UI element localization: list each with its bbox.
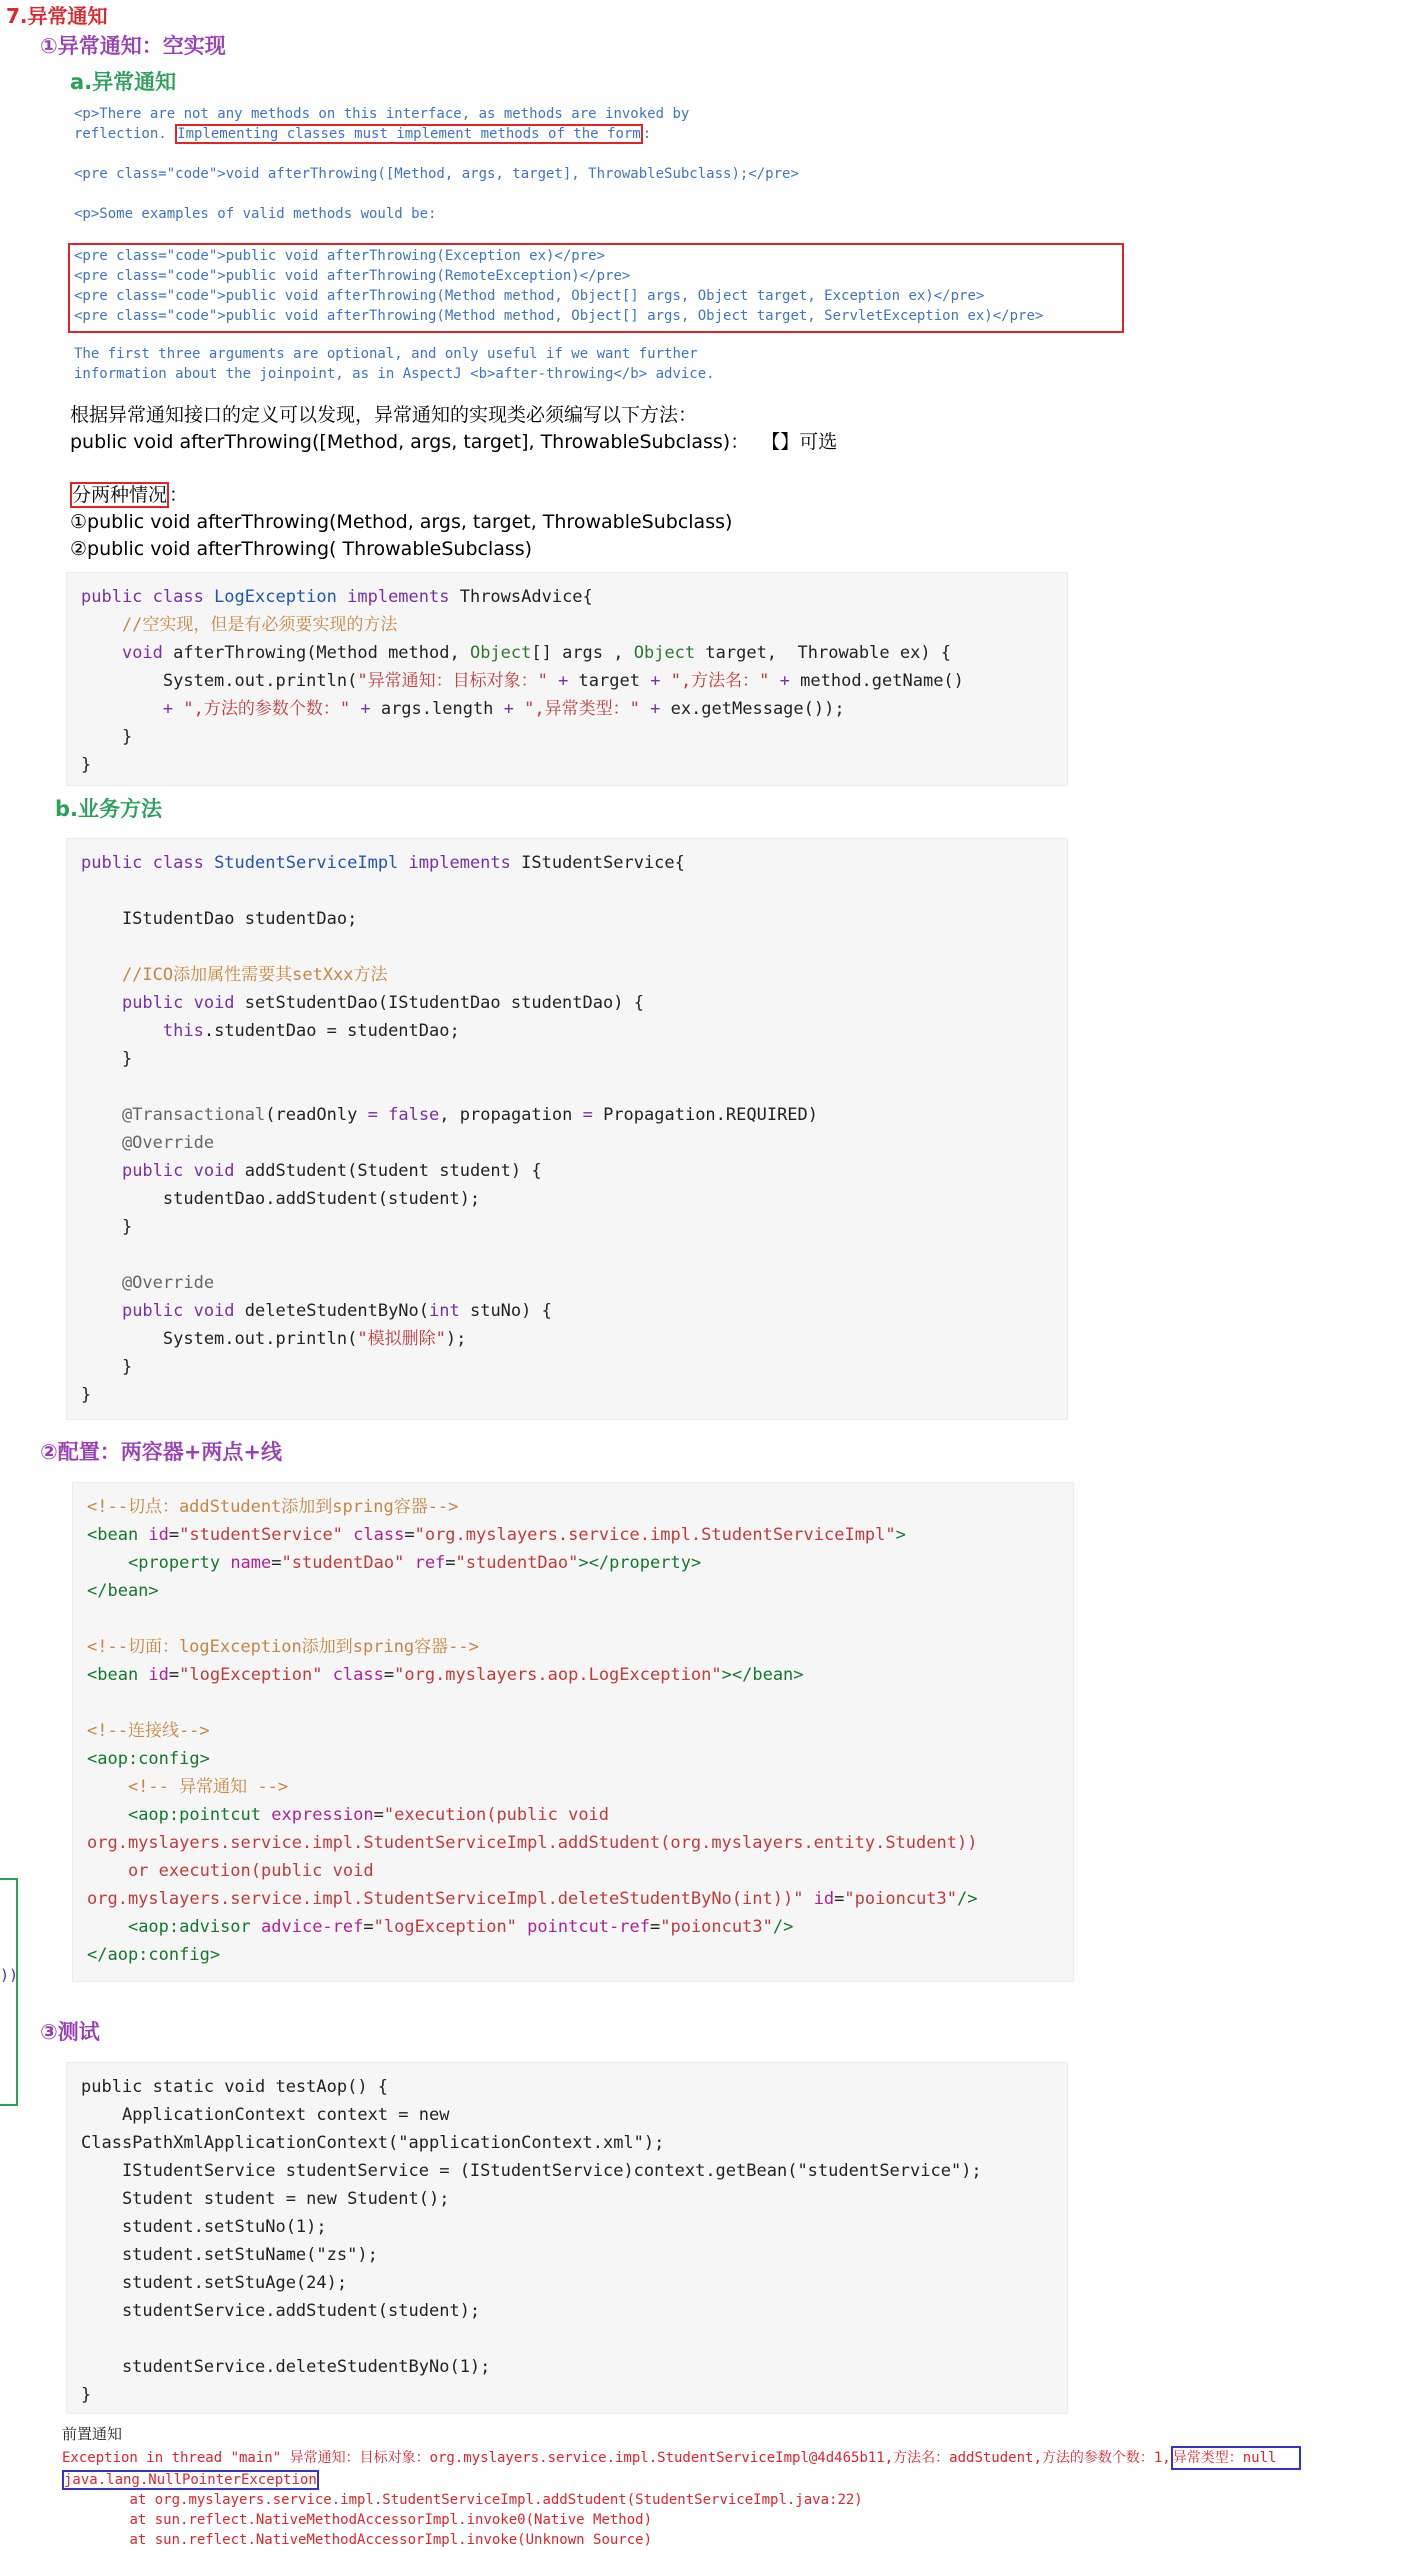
example-line: <pre class="code">public void afterThrowing(Method method, Object[] args, Object target, Exception ex)</pre> bbox=[74, 288, 985, 304]
code-line: } bbox=[81, 1385, 92, 1405]
example-line: <pre class="code">public void afterThrowing(RemoteException)</pre> bbox=[74, 268, 631, 284]
code-line: } bbox=[81, 1049, 133, 1069]
subheading-throw-advice: a.异常通知 bbox=[70, 70, 177, 94]
code-line: or execution(public void bbox=[87, 1861, 374, 1881]
javadoc-para1-line2 bbox=[74, 124, 651, 144]
case-1: ①public void afterThrowing(Method, args, target, ThrowableSubclass) bbox=[70, 511, 733, 533]
code-line: <!--连接线--> bbox=[87, 1721, 210, 1741]
code-line: //ICO添加属性需要其setXxx方法 bbox=[81, 965, 388, 985]
code-line: <bean id="studentService" class="org.myslayers.service.impl.StudentServiceImpl"> bbox=[87, 1525, 906, 1545]
example-line: <pre class="code">public void afterThrowing(Exception ex)</pre> bbox=[74, 248, 606, 264]
code-line: </aop:config> bbox=[87, 1945, 221, 1965]
code-line: <!-- 异常通知 --> bbox=[87, 1777, 289, 1797]
code-line: <aop:config> bbox=[87, 1749, 210, 1769]
code-line: } bbox=[81, 727, 133, 747]
exception-name-box: java.lang.NullPointerException bbox=[64, 2472, 317, 2488]
stack-trace-line: at sun.reflect.NativeMethodAccessorImpl.invoke0(Native Method) bbox=[62, 2512, 653, 2528]
javadoc-pre-signature: <pre class="code">void afterThrowing([Method, args, target], ThrowableSubclass);</pre> bbox=[74, 166, 799, 182]
code-block-logexception bbox=[66, 572, 1068, 786]
case-2: ②public void afterThrowing( ThrowableSubclass) bbox=[70, 538, 533, 560]
stack-trace-line: at sun.reflect.NativeMethodAccessorImpl.invoke(Unknown Source) bbox=[62, 2532, 653, 2548]
console-line-1 bbox=[62, 2446, 1420, 2470]
cases-colon: ： bbox=[169, 484, 189, 506]
code-line: public void setStudentDao(IStudentDao studentDao) { bbox=[121, 993, 644, 1013]
code-line: } bbox=[81, 1217, 133, 1237]
javadoc-text: reflection. bbox=[74, 126, 176, 142]
code-config bbox=[87, 1493, 978, 1969]
code-line: student.setStuNo(1); bbox=[81, 2217, 327, 2237]
highlight-box: Implementing classes must implement methods of the form bbox=[177, 126, 641, 142]
code-line: //空实现，但是有必须要实现的方法 bbox=[81, 615, 398, 635]
subheading-business-method: b.业务方法 bbox=[55, 797, 163, 821]
side-glyph: )) bbox=[0, 1966, 19, 1984]
code-line: org.myslayers.service.impl.StudentServiceImpl.addStudent(org.myslayers.entity.Student)) bbox=[87, 1833, 978, 1853]
code-line: </bean> bbox=[87, 1581, 159, 1601]
console-text: Exception in thread "main" 异常通知：目标对象：org.myslayers.service.impl.StudentServiceImpl@4d465b11,方法名：addStudent,方法的参数个数：1, bbox=[62, 2450, 1171, 2466]
code-line: <property name="studentDao" ref="studentDao"></property> bbox=[127, 1553, 702, 1573]
code-line: IStudentDao studentDao; bbox=[81, 909, 358, 929]
code-line: <aop:advisor advice-ref="logException" pointcut-ref="poioncut3"/> bbox=[127, 1917, 794, 1937]
code-line: IStudentService studentService = (IStudentService)context.getBean("studentService"); bbox=[81, 2161, 982, 2181]
code-line: <bean id="logException" class="org.myslayers.aop.LogException"></bean> bbox=[87, 1665, 804, 1685]
code-line: public void addStudent(Student student) { bbox=[121, 1161, 542, 1181]
code-block-test bbox=[66, 2062, 1068, 2414]
code-line: + ",方法的参数个数：" + args.length + ",异常类型：" + ex.getMessage()); bbox=[162, 699, 845, 719]
side-bracket bbox=[0, 1878, 18, 2106]
code-line: @Override bbox=[81, 1273, 215, 1293]
code-line: } bbox=[81, 755, 92, 775]
code-line: ApplicationContext context = new bbox=[81, 2105, 450, 2125]
code-line: @Transactional(readOnly = false, propagation = Propagation.REQUIRED) bbox=[121, 1105, 819, 1125]
code-line: <aop:pointcut expression="execution(public void bbox=[127, 1805, 610, 1825]
code-test bbox=[81, 2073, 982, 2409]
code-block-config bbox=[72, 1482, 1074, 1982]
code-line: ClassPathXmlApplicationContext("applicationContext.xml"); bbox=[81, 2133, 665, 2153]
code-line: public class StudentServiceImpl implements IStudentService{ bbox=[81, 853, 685, 873]
javadoc-para3-line2: information about the joinpoint, as in AspectJ <b>after-throwing</b> advice. bbox=[74, 366, 715, 382]
javadoc-para2: <p>Some examples of valid methods would be: bbox=[74, 206, 437, 222]
code-line: } bbox=[81, 1357, 133, 1377]
section-heading-config: ②配置：两容器+两点+线 bbox=[40, 1440, 282, 1464]
code-line: } bbox=[81, 2385, 92, 2405]
console-pre-advice: 前置通知 bbox=[62, 2425, 123, 2443]
example-line: <pre class="code">public void afterThrowing(Method method, Object[] args, Object target, ServletException ex)</pre> bbox=[74, 308, 1044, 324]
code-block-service bbox=[66, 838, 1068, 1420]
code-service bbox=[81, 849, 818, 1409]
cases-label-box: 分两种情况 bbox=[72, 484, 168, 506]
exception-type-box: 异常类型：null bbox=[1171, 2446, 1301, 2470]
console-line-2 bbox=[62, 2470, 1420, 2490]
javadoc-text: : bbox=[642, 126, 652, 142]
code-line: Student student = new Student(); bbox=[81, 2189, 450, 2209]
code-line: System.out.println("模拟删除"); bbox=[81, 1329, 467, 1349]
code-line: <!--切点：addStudent添加到spring容器--> bbox=[87, 1497, 459, 1517]
code-logexception bbox=[81, 583, 964, 779]
console-output bbox=[62, 2446, 1420, 2550]
code-line: org.myslayers.service.impl.StudentServiceImpl.deleteStudentByNo(int))" id="poioncut3"/> bbox=[87, 1889, 978, 1909]
javadoc-para1-line1: <p>There are not any methods on this interface, as methods are invoked by bbox=[74, 106, 690, 122]
code-line: void afterThrowing(Method method, Object[] args , Object target, Throwable ex) { bbox=[121, 643, 952, 663]
stack-trace-line: at org.myslayers.service.impl.StudentServiceImpl.addStudent(StudentServiceImpl.java:22) bbox=[62, 2492, 863, 2508]
code-line: this.studentDao = studentDao; bbox=[162, 1021, 460, 1041]
explain-line1: 根据异常通知接口的定义可以发现，异常通知的实现类必须编写以下方法： bbox=[70, 404, 698, 426]
code-line: student.setStuName("zs"); bbox=[81, 2245, 378, 2265]
code-line: studentDao.addStudent(student); bbox=[81, 1189, 481, 1209]
code-line: <!--切面：logException添加到spring容器--> bbox=[87, 1637, 479, 1657]
code-line: public void deleteStudentByNo(int stuNo) { bbox=[121, 1301, 552, 1321]
code-line: studentService.addStudent(student); bbox=[81, 2301, 481, 2321]
section-heading-empty-impl: ①异常通知：空实现 bbox=[40, 34, 226, 58]
code-line: student.setStuAge(24); bbox=[81, 2273, 348, 2293]
code-line: public static void testAop() { bbox=[81, 2077, 389, 2097]
code-line: studentService.deleteStudentByNo(1); bbox=[81, 2357, 491, 2377]
explain-line2: public void afterThrowing([Method, args, target], ThrowableSubclass)： 【】可选 bbox=[70, 431, 838, 453]
code-line: @Override bbox=[81, 1133, 215, 1153]
section-heading-test: ③测试 bbox=[40, 2020, 100, 2044]
main-heading: 7.异常通知 bbox=[6, 4, 108, 28]
code-line: System.out.println("异常通知：目标对象：" + target + ",方法名：" + method.getName() bbox=[81, 671, 964, 691]
cases-label bbox=[70, 482, 188, 508]
javadoc-para3-line1: The first three arguments are optional, and only useful if we want further bbox=[74, 346, 698, 362]
code-line: public class LogException implements ThrowsAdvice{ bbox=[81, 587, 593, 607]
examples-box bbox=[68, 243, 1124, 333]
